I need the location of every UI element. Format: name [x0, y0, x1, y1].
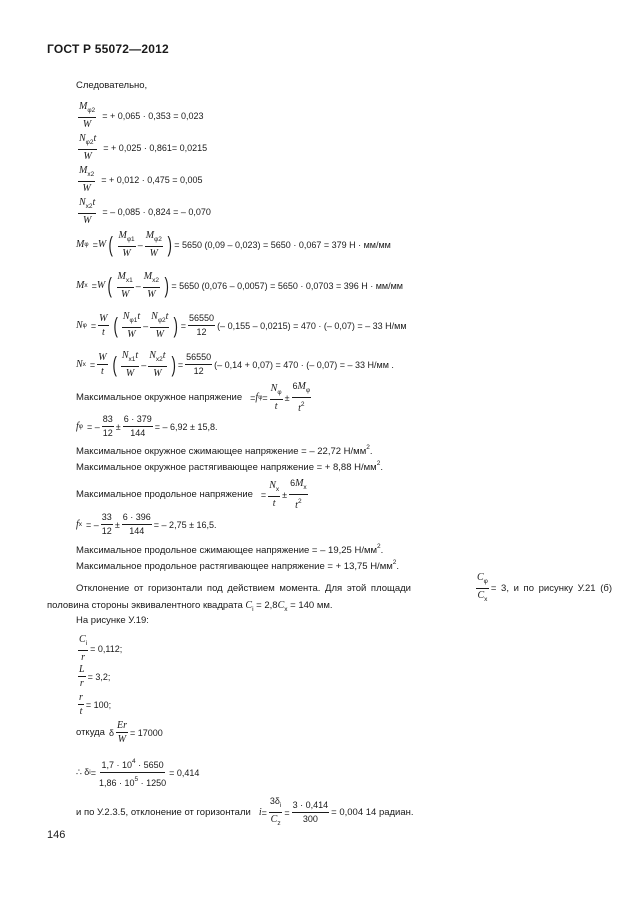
max-long-tensile: Максимальное продольное растягивающее напряжение = + 13,75 $Н/мм^2$. — [76, 559, 400, 572]
equation-5: M φ = W ( $M_{\varphi 1}$ W – $M_{\varphi 2}$ W ) = 5650 (0,09 – 0,023) = 5650 · 0,067 = 379 Н · мм/мм — [76, 230, 391, 259]
max-hoop-formula: Максимальное окружное напряжение = f φ = $N_\varphi$ t ± $6M_\varphi$ $t^2$ — [76, 381, 311, 414]
document-header: ГОСТ Р 55072—2012 — [47, 42, 169, 56]
half-side-line: половина стороны эквивалентного квадрата $C_i = 2,8C_x = 140$ мм. — [47, 600, 333, 613]
whence-equation: откуда δ $\frac{Er}{W}$ = 17000 — [76, 720, 163, 745]
equation-2: $N_{\varphi 2}t$ W = + 0,025 · 0,861= 0,0215 — [79, 133, 208, 162]
equation-1: $M_{\varphi 2}$ W = + 0,065 · 0,353 = 0,023 — [79, 101, 204, 130]
page-number: 146 — [47, 829, 66, 841]
ratio-ci-r: $\frac{C_i}{r}$ = 0,112; — [79, 634, 123, 663]
hoop-stress-calc: f φ = – 83 12 ± $\frac{6 \cdot 379}{144}$ = – 6,92 ± 15,8. — [76, 414, 218, 438]
deviation-line: Отклонение от горизонтали под действием момента. Для этой площади $\frac{C_\varphi}{C_x}$ = 3, и по рисунку У.21 (б) — [76, 572, 612, 603]
max-long-formula: Максимальное продольное напряжение = $N_x$ t ± $6M_x$ $t^2$ — [76, 478, 307, 511]
deviation-final: и по У.2.3.5, отклонение от горизонтали i = $3\delta_i$ $C_z$ = $\frac{3 \cdot 0,414}{300}$ = 0,004 14 радиан. — [76, 796, 414, 827]
max-hoop-tensile: Максимальное окружное растягивающее напряжение = + 8,88 $Н/мм^2$. — [76, 460, 383, 473]
delta-i-equation: ∴ δ i = $\frac{1,7 \cdot 10^4 \cdot 5650}{1,86 \cdot 10^5 \cdot 1250}$ = 0,414 — [76, 758, 200, 788]
paragraph-therefore: Следовательно, — [76, 80, 148, 91]
equation-3: $M_{x2}$ W = + 0,012 · 0,475 = 0,005 — [79, 165, 203, 194]
equation-7: N φ = W t ( $N_{\varphi 1}t$ W – $N_{\varphi 2}t$ W ) = 56550 12 (– 0,155 – 0,0215) = 470 · (– 0,07) = – 33 Н/мм — [76, 311, 407, 340]
max-hoop-compressive: Максимальное окружное сжимающее напряжение = – 22,72 $Н/мм^2$. — [76, 444, 373, 457]
max-long-compressive: Максимальное продольное сжимающее напряжение = – 19,25 $Н/мм^2$. — [76, 543, 384, 556]
ratio-l-r: $\frac{L}{r}$ = 3,2; — [79, 664, 111, 689]
long-stress-calc: f x = – 33 12 ± $\frac{6 \cdot 396}{144}$ = – 2,75 ± 16,5. — [76, 512, 217, 536]
equation-6: M x = W ( $M_{x1}$ W – $M_{x2}$ W ) = 5650 (0,076 – 0,0057) = 5650 · 0,0703 = 396 Н · мм/мм — [76, 271, 403, 300]
ratio-r-t: $\frac{r}{t}$ = 100; — [79, 692, 112, 717]
equation-8: N x = W t ( $N_{x1}t$ W – $N_{x2}t$ W ) = 56550 12 (– 0,14 + 0,07) = 470 · (– 0,07) = – 33 Н/мм . — [76, 350, 394, 379]
figure-reference: На рисунке У.19: — [76, 615, 149, 626]
equation-4: $N_{x2}t$ W = – 0,085 · 0,824 = – 0,070 — [79, 197, 211, 226]
